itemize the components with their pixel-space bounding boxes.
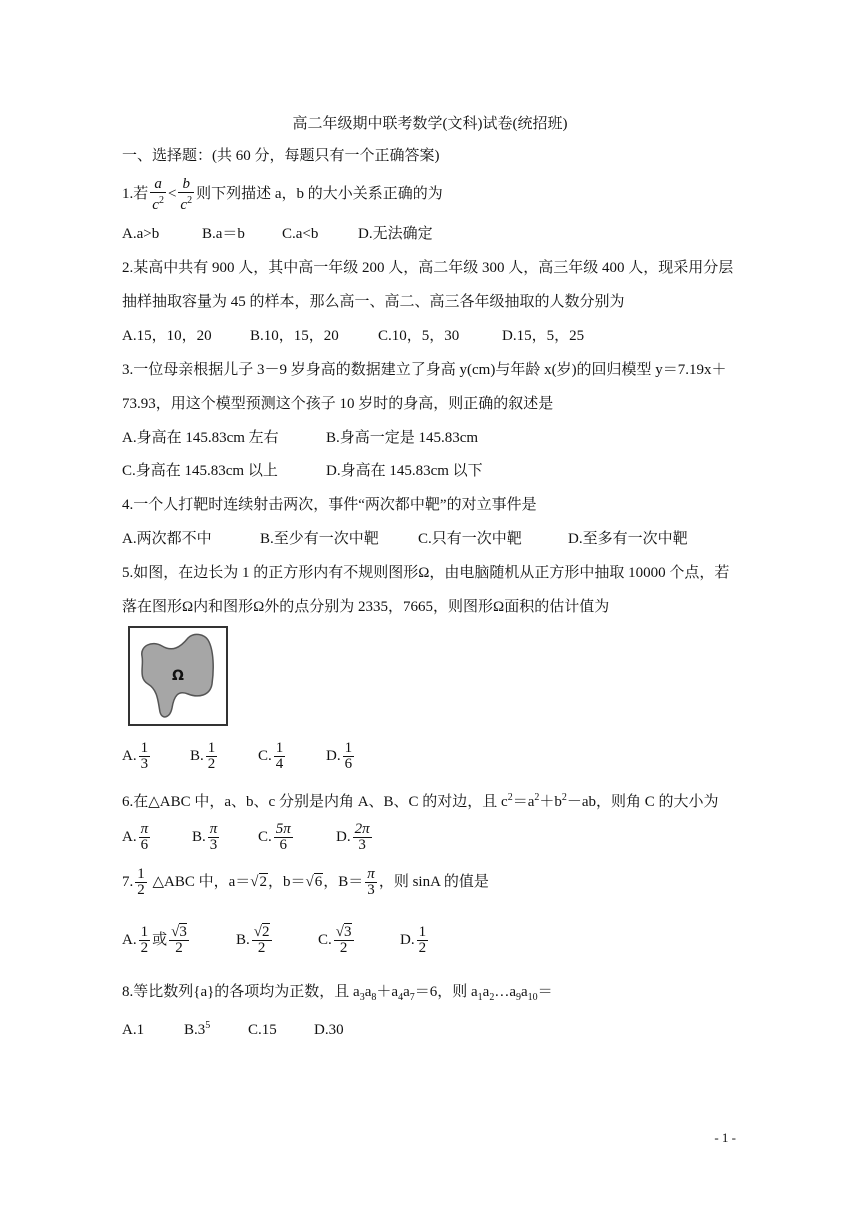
q2-line-2: 抽样抽取容量为 45 的样本，那么高一、高二、高三各年级抽取的人数分别为	[122, 294, 625, 310]
q7-angle-b: $\frac{\pi}{3}$	[367, 866, 375, 899]
q1-less-than: <	[167, 186, 177, 202]
q3-option-b: B.身高一定是 145.83cm	[326, 430, 479, 446]
q3-options-row-1	[122, 428, 478, 448]
q4-option-c: C.只有一次中靶	[418, 531, 522, 547]
q1-option-a: A.a>b	[122, 226, 160, 242]
q2-option-d: D.15，5，25	[502, 328, 585, 344]
q4-option-b: B.至少有一次中靶	[260, 531, 379, 547]
q3-options-row-2	[122, 461, 483, 481]
q3-option-a: A.身高在 145.83cm 左右	[122, 430, 279, 446]
page-title: 高二年级期中联考数学(文科)试卷(统招班)	[292, 116, 568, 132]
q5-line-2: 落在图形Ω内和图形Ω外的点分别为 2335，7665，则图形Ω面积的估计值为	[122, 599, 610, 615]
q5-line-1: 5.如图，在边长为 1 的正方形内有不规则图形Ω，由电脑随机从正方形中抽取 10000 个点，若	[122, 565, 730, 581]
q8-option-c: C.15	[248, 1022, 277, 1038]
q4-options	[122, 529, 688, 549]
q8-line-1: 8.等比数列{a}的各项均为正数，且 $a_3a_8+a_4a_7=6$，则 $a_1a_2\dots a_9a_{10}=$	[122, 984, 553, 1003]
q1-frac-a: $\frac{a}{c^2}$	[152, 175, 164, 213]
q4-option-d: D.至多有一次中靶	[568, 531, 688, 547]
q2-line-1: 2.某高中共有 900 人，其中高一年级 200 人，高二年级 300 人，高三年级 400 人，现采用分层	[122, 260, 734, 276]
omega-label: Ω	[172, 668, 184, 684]
q8-option-d: D.30	[314, 1022, 344, 1038]
q8-option-b: $B.3^5$	[184, 1020, 211, 1038]
q1-frac-b: $\frac{b}{c^2}$	[180, 175, 193, 213]
q6-option-a: A. $\frac{\pi}{6}$	[122, 821, 149, 854]
q3-option-c: C.身高在 145.83cm 以上	[122, 463, 278, 479]
q7-sqrt-b: √6	[305, 874, 323, 890]
q2-options	[122, 326, 584, 346]
question-7: 7. $\frac{1}{2}$ △ABC 中，a＝√2，b＝√6，B＝ $\frac{\pi}{3}$ ，则 sinA 的值是	[122, 862, 489, 902]
q7-option-c: C. $\frac{√3}{2}$	[318, 924, 352, 957]
q5-option-b: B. $\frac{1}{2}$	[190, 740, 216, 773]
q7-sqrt-a: √2	[250, 874, 268, 890]
q6-option-d: D. $\frac{2\pi}{3}$	[336, 821, 370, 854]
question-1	[122, 176, 443, 212]
q2-option-a: A.15，10，20	[122, 328, 212, 344]
q4-option-a: A.两次都不中	[122, 531, 212, 547]
q6-line-1: 6.在△ABC 中，a、b、c 分别是内角 A、B、C 的对边，且 $c^2=a^2+b^2-ab$，则角 C 的大小为	[122, 792, 719, 810]
q5-option-c: C. $\frac{1}{4}$	[258, 740, 284, 773]
q1-option-b: B.a＝b	[202, 226, 245, 242]
q6-option-c: C. $\frac{5\pi}{6}$	[258, 821, 291, 854]
q1-option-c: C.a<b	[282, 226, 319, 242]
q3-line-2: 73.93，用这个模型预测这个孩子 10 岁时的身高，则正确的叙述是	[122, 396, 554, 412]
q7-option-d: D. $\frac{1}{2}$	[400, 924, 427, 957]
omega-figure	[128, 626, 228, 726]
q5-option-a: A. $\frac{1}{3}$	[122, 740, 149, 773]
q1-options	[122, 224, 433, 244]
q5-option-d: D. $\frac{1}{6}$	[326, 740, 353, 773]
q7-option-b: B. $\frac{√2}{2}$	[236, 924, 270, 957]
q7-option-a: A. $\frac{1}{2}$ 或 $\frac{√3}{2}$	[122, 924, 187, 957]
q8-options	[122, 1016, 344, 1040]
q2-option-c: C.10，5，30	[378, 328, 460, 344]
q1-stem: 则下列描述 a，b 的大小关系正确的为	[196, 186, 443, 202]
q1-option-d: D.无法确定	[358, 226, 433, 242]
q7-lead-fraction: $\frac{1}{2}$	[137, 866, 145, 899]
q4-line-1: 4.一个人打靶时连续射击两次，事件“两次都中靶”的对立事件是	[122, 497, 537, 513]
q7-options	[122, 918, 430, 962]
q3-option-d: D.身高在 145.83cm 以下	[326, 463, 483, 479]
q6-options	[122, 816, 374, 858]
q2-option-b: B.10，15，20	[250, 328, 339, 344]
q5-options	[122, 736, 356, 776]
page-number: - 1 -	[714, 1130, 736, 1145]
q3-line-1: 3.一位母亲根据儿子 3－9 岁身高的数据建立了身高 y(cm)与年龄 x(岁)的回归模型 y＝7.19x＋	[122, 362, 727, 378]
section-heading: 一、选择题：(共 60 分，每题只有一个正确答案)	[122, 148, 440, 164]
q1-prefix: 1.若	[122, 186, 149, 202]
q6-option-b: B. $\frac{\pi}{3}$	[192, 821, 218, 854]
q8-option-a: A.1	[122, 1022, 145, 1038]
